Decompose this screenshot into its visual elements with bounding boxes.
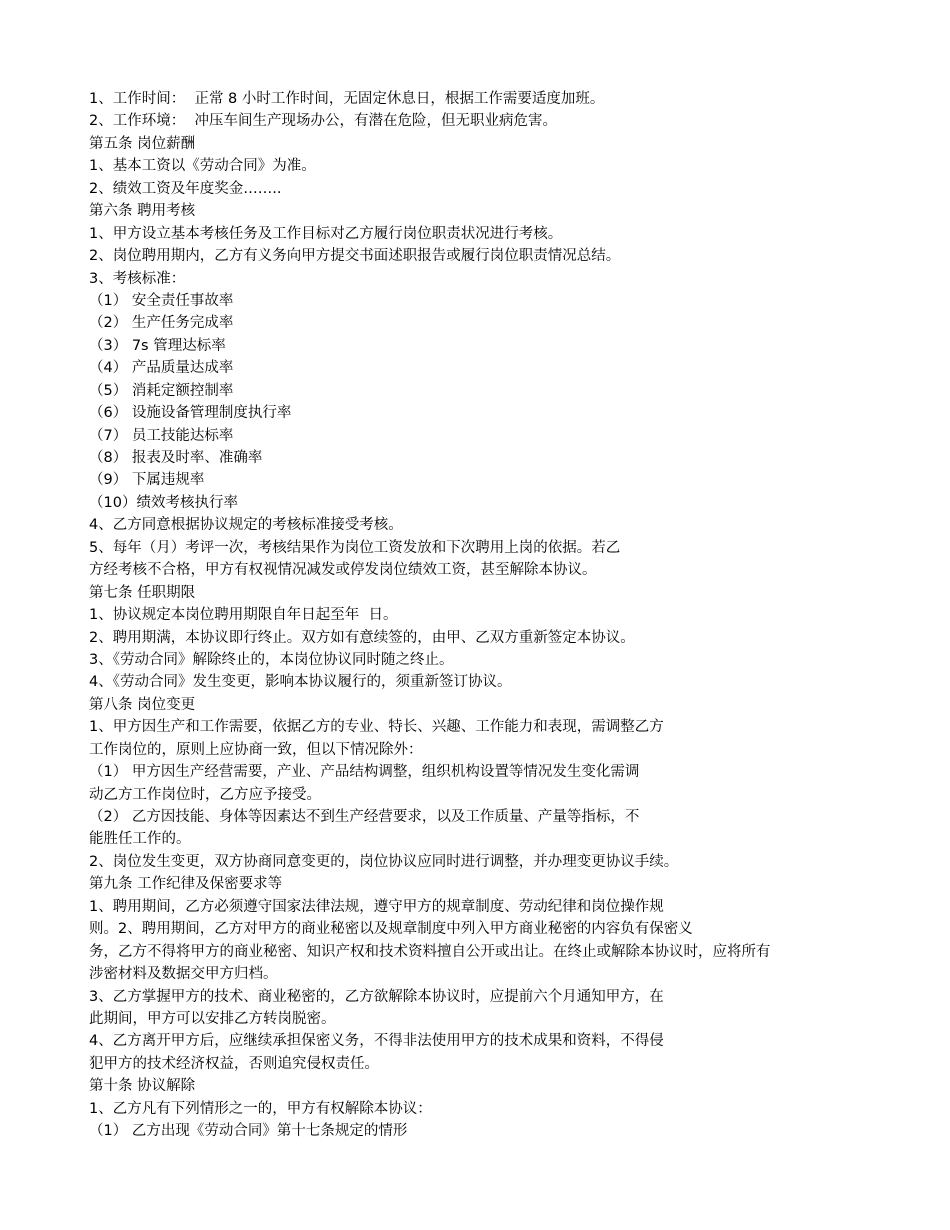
list-item: （5） 消耗定额控制率 bbox=[89, 382, 234, 399]
text-line: 2、岗位聘用期内，乙方有义务向甲方提交书面述职报告或履行岗位职责情况总结。 bbox=[89, 248, 621, 265]
list-item: （1） 甲方因生产经营需要，产业、产品结构调整，组织机构设置等情况发生变化需调 bbox=[89, 764, 640, 781]
document-page bbox=[89, 88, 889, 1143]
list-item: （2） 生产任务完成率 bbox=[89, 315, 234, 332]
text-line: 工作岗位的，原则上应协商一致，但以下情况除外： bbox=[89, 741, 423, 758]
list-item: （10）绩效考核执行率 bbox=[89, 494, 238, 511]
section-heading: 第六条 聘用考核 bbox=[89, 203, 196, 220]
text-line: 方经考核不合格，甲方有权视情况减发或停发岗位绩效工资，甚至解除本协议。 bbox=[89, 562, 597, 579]
text-line: 1、聘用期间，乙方必须遵守国家法律法规，遵守甲方的规章制度、劳动纪律和岗位操作规 bbox=[89, 898, 664, 915]
section-heading: 第五条 岗位薪酬 bbox=[89, 135, 196, 152]
text-line: 5、每年（月）考评一次，考核结果作为岗位工资发放和下次聘用上岗的依据。若乙 bbox=[89, 539, 621, 556]
text-line: 则。2、聘用期间，乙方对甲方的商业秘密以及规章制度中列入甲方商业秘密的内容负有保密义 bbox=[89, 921, 693, 938]
section-heading: 第十条 协议解除 bbox=[89, 1078, 196, 1095]
text-line: 2、聘用期满，本协议即行终止。双方如有意续签的，由甲、乙双方重新签定本协议。 bbox=[89, 629, 635, 646]
text-line: 2、岗位发生变更，双方协商同意变更的，岗位协议应同时进行调整，并办理变更协议手续。 bbox=[89, 853, 679, 870]
text-line: 1、乙方凡有下列情形之一的，甲方有权解除本协议： bbox=[89, 1100, 432, 1117]
section-heading: 第八条 岗位变更 bbox=[89, 696, 196, 713]
text-line: 能胜任工作的。 bbox=[89, 831, 191, 848]
text-line: 务，乙方不得将甲方的商业秘密、知识产权和技术资料擅自公开或出让。在终止或解除本协议时，应将所有 bbox=[89, 943, 771, 960]
section-heading: 第九条 工作纪律及保密要求等 bbox=[89, 876, 283, 893]
text-line: 4、《劳动合同》发生变更，影响本协议履行的，须重新签订协议。 bbox=[89, 674, 512, 691]
list-item: （1） 乙方出现《劳动合同》第十七条规定的情形 bbox=[89, 1123, 408, 1140]
list-item: （7） 员工技能达标率 bbox=[89, 427, 234, 444]
text-line: 3、考核标准： bbox=[89, 270, 186, 287]
text-line: 3、《劳动合同》解除终止的，本岗位协议同时随之终止。 bbox=[89, 651, 454, 668]
list-item: （8） 报表及时率、准确率 bbox=[89, 450, 263, 466]
text-line: 1、基本工资以《劳动合同》为准。 bbox=[89, 158, 316, 175]
list-item: （9） 下属违规率 bbox=[89, 472, 205, 489]
text-line: 1、甲方因生产和工作需要，依据乙方的专业、特长、兴趣、工作能力和表现，需调整乙方 bbox=[89, 719, 664, 736]
list-item: （2） 乙方因技能、身体等因素达不到生产经营要求，以及工作质量、产量等指标，不 bbox=[89, 809, 640, 825]
text-line: 涉密材料及数据交甲方归档。 bbox=[89, 966, 278, 983]
text-line: 4、乙方离开甲方后，应继续承担保密义务，不得非法使用甲方的技术成果和资料，不得侵 bbox=[89, 1033, 664, 1050]
text-line: 4、乙方同意根据协议规定的考核标准接受考核。 bbox=[89, 517, 403, 534]
list-item: （6） 设施设备管理制度执行率 bbox=[89, 405, 292, 422]
text-line: 1、工作时间： 正常 8 小时工作时间，无固定休息日，根据工作需要适度加班。 bbox=[89, 91, 605, 107]
text-line: 犯甲方的技术经济权益，否则追究侵权责任。 bbox=[89, 1055, 379, 1072]
text-line: 2、工作环境： 冲压车间生产现场办公，有潜在危险，但无职业病危害。 bbox=[89, 113, 557, 130]
list-item: （4） 产品质量达成率 bbox=[89, 360, 234, 377]
text-line: 2、绩效工资及年度奖金…….. bbox=[89, 180, 282, 197]
text-line: 动乙方工作岗位时，乙方应予接受。 bbox=[89, 786, 321, 803]
text-line: 1、协议规定本岗位聘用期限自年日起至年 日。 bbox=[89, 607, 398, 624]
text-line: 1、甲方设立基本考核任务及工作目标对乙方履行岗位职责状况进行考核。 bbox=[89, 225, 563, 242]
list-item: （3） 7s 管理达标率 bbox=[89, 337, 226, 354]
section-heading: 第七条 任职期限 bbox=[89, 584, 196, 601]
list-item: （1） 安全责任事故率 bbox=[89, 292, 234, 309]
text-line: 3、乙方掌握甲方的技术、商业秘密的，乙方欲解除本协议时，应提前六个月通知甲方，在 bbox=[89, 988, 664, 1005]
text-line: 此期间，甲方可以安排乙方转岗脱密。 bbox=[89, 1010, 336, 1027]
